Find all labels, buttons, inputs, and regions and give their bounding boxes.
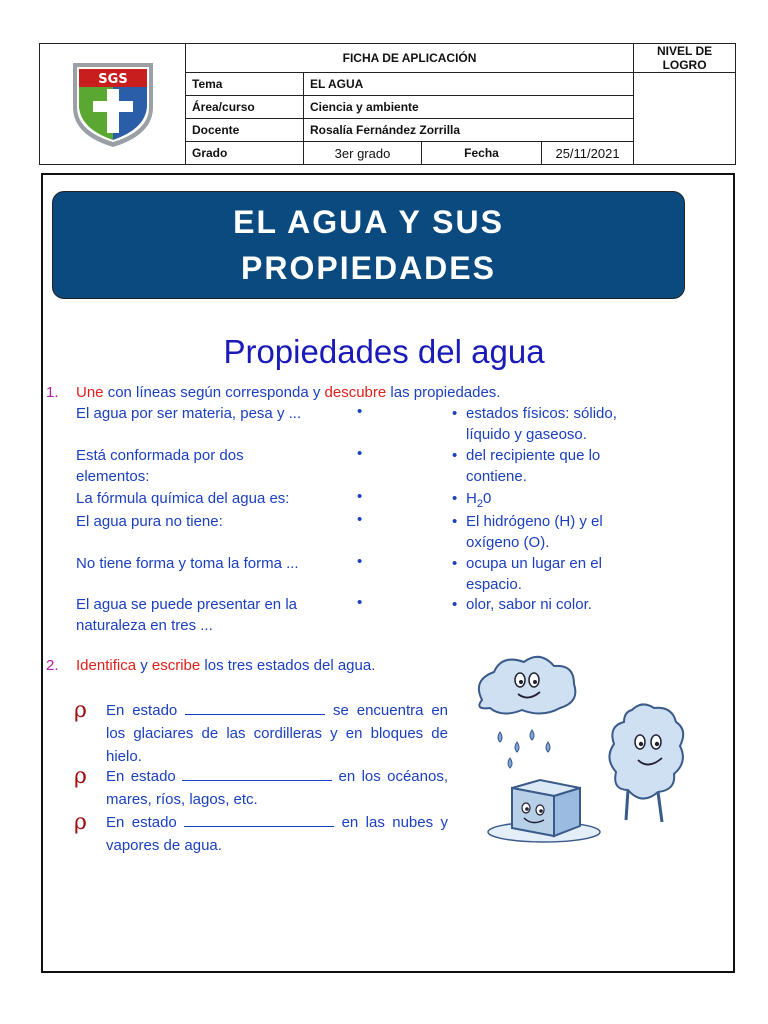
left-item-6: El agua se puede presentar en la naturaleza en tres ... xyxy=(76,596,297,634)
row-value-area: Ciencia y ambiente xyxy=(304,96,634,119)
banner-line-1: EL AGUA Y SUS xyxy=(233,204,504,240)
row-label-docente: Docente xyxy=(186,119,304,142)
right-bullet-1[interactable]: • xyxy=(452,405,458,422)
level-label: NIVEL DE LOGRO xyxy=(634,44,736,73)
state-blank-3[interactable] xyxy=(184,812,334,827)
right-bullet-6[interactable]: • xyxy=(452,596,458,613)
exercise-2-instruction xyxy=(46,657,376,674)
left-item-5: No tiene forma y toma la forma ... xyxy=(76,555,299,572)
right-bullet-4[interactable]: • xyxy=(452,513,458,530)
state-blank-2[interactable] xyxy=(182,766,332,781)
rho-bullet-3: ρ xyxy=(74,810,87,835)
state-blank-1[interactable] xyxy=(185,700,325,715)
left-bullet-2[interactable]: • xyxy=(357,445,363,462)
grade-value: 3er grado xyxy=(304,142,422,165)
row-label-area: Área/curso xyxy=(186,96,304,119)
exercise-2-verb-2: escribe xyxy=(151,657,201,674)
exercise-1-verb-1: Une xyxy=(76,384,104,401)
row-value-tema: EL AGUA xyxy=(304,73,634,96)
rain-drops-icon xyxy=(498,730,550,768)
exercise-1-number: 1. xyxy=(46,384,59,401)
left-item-3: La fórmula química del agua es: xyxy=(76,490,290,507)
row-label-tema: Tema xyxy=(186,73,304,96)
header-table xyxy=(39,43,736,165)
right-bullet-3[interactable]: • xyxy=(452,490,458,507)
subtitle: Propiedades del agua xyxy=(223,333,545,370)
sheet-title: FICHA DE APLICACIÓN xyxy=(186,44,634,73)
rho-bullet-2: ρ xyxy=(74,764,87,789)
right-bullet-5[interactable]: • xyxy=(452,555,458,572)
right-item-6: • olor, sabor ni color. xyxy=(452,596,592,613)
grade-label: Grado xyxy=(186,142,304,165)
exercise-2-number: 2. xyxy=(46,657,59,674)
title-banner xyxy=(52,191,685,299)
level-box xyxy=(634,73,736,165)
left-item-2: Está conformada por dos elementos: xyxy=(76,447,244,485)
exercise-1-verb-2: descubre xyxy=(324,384,387,401)
date-label: Fecha xyxy=(422,142,542,165)
right-bullet-2[interactable]: • xyxy=(452,447,458,464)
right-item-2: • del recipiente que lo contiene. xyxy=(452,447,601,485)
exercise-1-instruction xyxy=(46,384,501,401)
left-bullet-1[interactable]: • xyxy=(357,403,363,420)
water-states-illustration xyxy=(462,650,692,850)
right-item-1: • estados físicos: sólido, líquido y gaseoso. xyxy=(452,405,617,443)
state-item-2: ρ En estado en los océanos, mares, ríos, lagos, etc. xyxy=(74,764,448,808)
svg-text:SGS: SGS xyxy=(97,71,128,87)
left-item-4: El agua pura no tiene: xyxy=(76,513,223,530)
banner-line-2: PROPIEDADES xyxy=(241,250,496,286)
logo-cell xyxy=(40,44,186,165)
state-item-1: ρ En estado se encuentra en los glaciares de las cordilleras y en bloques de hielo. xyxy=(74,698,448,765)
left-bullet-6[interactable]: • xyxy=(357,594,363,611)
ice-cube-character-icon xyxy=(488,780,600,842)
exercise-2-text-1: y xyxy=(136,657,152,674)
right-item-5: • ocupa un lugar en el espacio. xyxy=(452,555,602,593)
left-bullet-5[interactable]: • xyxy=(357,553,363,570)
right-item-4: • El hidrógeno (H) y el oxígeno (O). xyxy=(452,513,603,551)
school-shield-logo xyxy=(67,57,159,149)
left-item-1: El agua por ser materia, pesa y ... xyxy=(76,405,302,422)
rho-bullet-1: ρ xyxy=(74,698,87,723)
exercise-1-text-1: con líneas según corresponda y xyxy=(103,384,325,401)
water-drop-character-icon xyxy=(609,704,683,822)
right-item-3: • $H_20$ xyxy=(452,490,492,510)
left-bullet-4[interactable]: • xyxy=(357,511,363,528)
exercise-1-text-2: las propiedades. xyxy=(386,384,501,401)
exercise-2-verb-1: Identifica xyxy=(76,657,137,674)
cloud-character-icon xyxy=(479,657,576,714)
left-bullet-3[interactable]: • xyxy=(357,488,363,505)
state-item-3: ρ En estado en las nubes y vapores de agua. xyxy=(74,810,449,854)
row-value-docente: Rosalía Fernández Zorrilla xyxy=(304,119,634,142)
date-value: 25/11/2021 xyxy=(542,142,634,165)
exercise-2-text-2: los tres estados del agua. xyxy=(200,657,376,674)
